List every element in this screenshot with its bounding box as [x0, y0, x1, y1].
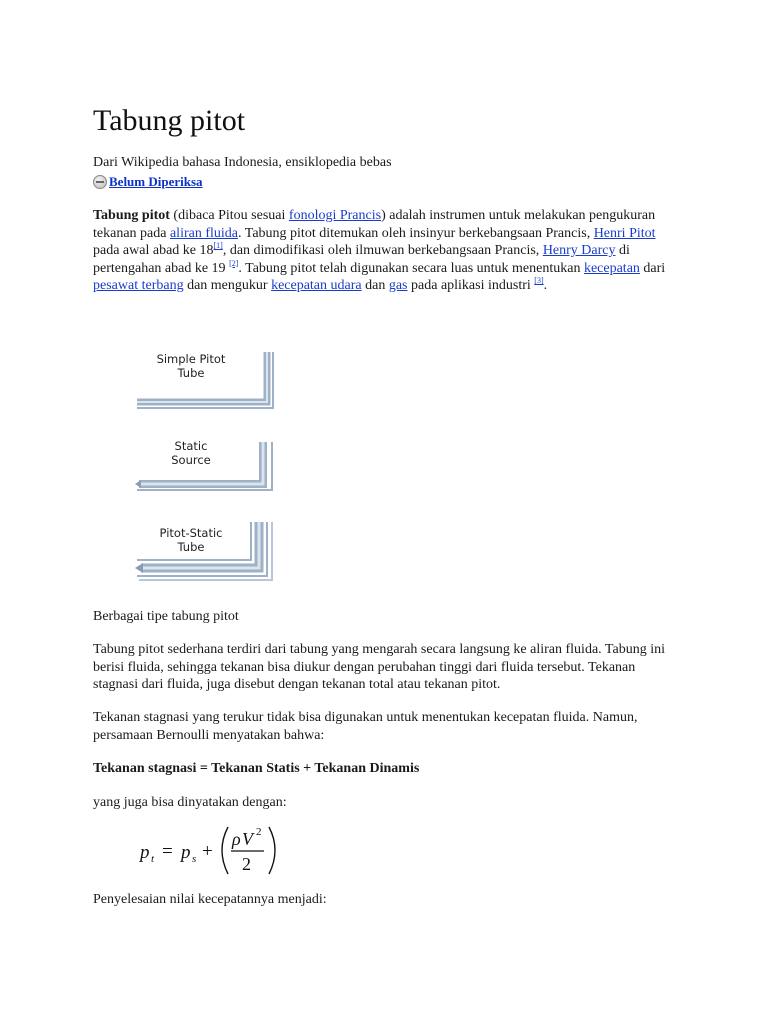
intro-text: ) adalah instrumen untuk melakukan pengukuran tekanan pada — [93, 208, 656, 241]
eq-right-paren — [269, 827, 275, 874]
eq-plus: + — [202, 841, 213, 862]
eq-num-exp: 2 — [256, 826, 262, 838]
ref-1-link[interactable]: [1] — [213, 241, 223, 250]
static-source-label-line2: Source — [171, 453, 211, 467]
eq-num-rho: ρ — [232, 829, 241, 849]
link-gas[interactable]: gas — [388, 278, 408, 293]
static-source-label-line1: Static — [174, 439, 208, 453]
ref-2-link[interactable]: [2] — [229, 258, 239, 268]
link-kecepatan[interactable]: kecepatan — [583, 260, 640, 276]
intro-text: . Tabung pitot telah digunakan secara luas untuk menentukan — [238, 260, 584, 276]
link-fonologi-prancis[interactable]: fonologi Prancis — [288, 208, 382, 223]
paragraph-tekanan-stagnasi: Tekanan stagnasi yang terukur tidak bisa digunakan untuk menentukan kecepatan fluida. Namun, persamaan Bernoulli menyatakan bahwa: — [93, 710, 638, 743]
simple-pitot-tube-figure — [137, 352, 273, 408]
intro-text: , dan dimodifikasi oleh ilmuwan berkebangsaan Prancis, — [222, 243, 543, 258]
eq-den: 2 — [242, 854, 251, 874]
intro-text: (dibaca Pitou sesuai — [169, 208, 289, 223]
page-title: Tabung pitot — [93, 104, 246, 137]
eq-rhs: p — [181, 842, 191, 863]
bernoulli-statement: Tekanan stagnasi = Tekanan Statis + Tekanan Dinamis — [93, 761, 420, 776]
pitot-static-label-line1: Pitot-Static — [159, 526, 223, 540]
link-henri-pitot[interactable]: Henri Pitot — [593, 225, 656, 241]
paragraph-tabung-sederhana: Tabung pitot sederhana terdiri dari tabung yang mengarah secara langsung ke aliran fluida. Tabung ini berisi fluida, sehingga tekanan bisa diukur dengan perubahan tinggi dari fluida tersebut. Tekanan stagnasi dari fluida, juga disebut dengan tekanan total atau tekanan pitot. — [93, 642, 665, 692]
static-source-figure — [135, 439, 272, 490]
pitot-tube-diagram[interactable] — [135, 346, 285, 588]
intro-text: pada awal abad ke 18 — [93, 243, 214, 258]
ref-3-link[interactable]: [3] — [534, 276, 544, 285]
link-aliran-fluida[interactable]: aliran fluida — [169, 225, 238, 241]
eq-equals: = — [162, 841, 173, 862]
link-henry-darcy[interactable]: Henry Darcy — [542, 243, 616, 258]
review-status — [93, 173, 203, 191]
intro-paragraph — [93, 207, 683, 295]
eq-left-paren — [222, 827, 228, 874]
intro-text: dari — [639, 260, 666, 276]
eq-lhs-sub: t — [151, 853, 155, 865]
intro-text: di pertengahan abad ke 19 — [93, 243, 630, 276]
pitot-static-tube-figure — [135, 522, 272, 580]
eq-num-v: V — [242, 829, 253, 849]
intro-text: dan mengukur — [183, 278, 272, 293]
simple-pitot-label-line1: Simple Pitot — [156, 352, 226, 366]
intro-text: . Tabung pitot ditemukan oleh insinyur berkebangsaan Prancis, — [238, 225, 594, 241]
paragraph-dinyatakan: yang juga bisa dinyatakan dengan: — [93, 795, 287, 810]
link-kecepatan-udara[interactable]: kecepatan udara — [271, 278, 362, 293]
review-status-link[interactable]: Belum Diperiksa — [109, 174, 203, 189]
page-subtitle: Dari Wikipedia bahasa Indonesia, ensiklopedia bebas — [93, 155, 392, 170]
unreviewed-badge-icon — [93, 175, 107, 189]
eq-rhs-sub: s — [192, 853, 197, 865]
paragraph-penyelesaian: Penyelesaian nilai kecepatannya menjadi: — [93, 892, 327, 907]
bernoulli-equation — [138, 822, 298, 878]
link-pesawat-terbang[interactable]: pesawat terbang — [93, 278, 184, 293]
intro-text: . — [543, 278, 548, 293]
simple-pitot-label-line2: Tube — [177, 366, 205, 380]
intro-term: Tabung pitot — [93, 208, 170, 223]
pitot-static-label-line2: Tube — [177, 540, 205, 554]
figure-caption: Berbagai tipe tabung pitot — [93, 609, 239, 624]
eq-lhs: p — [140, 842, 150, 863]
intro-text: dan — [361, 278, 389, 293]
intro-text: pada aplikasi industri — [407, 278, 535, 293]
